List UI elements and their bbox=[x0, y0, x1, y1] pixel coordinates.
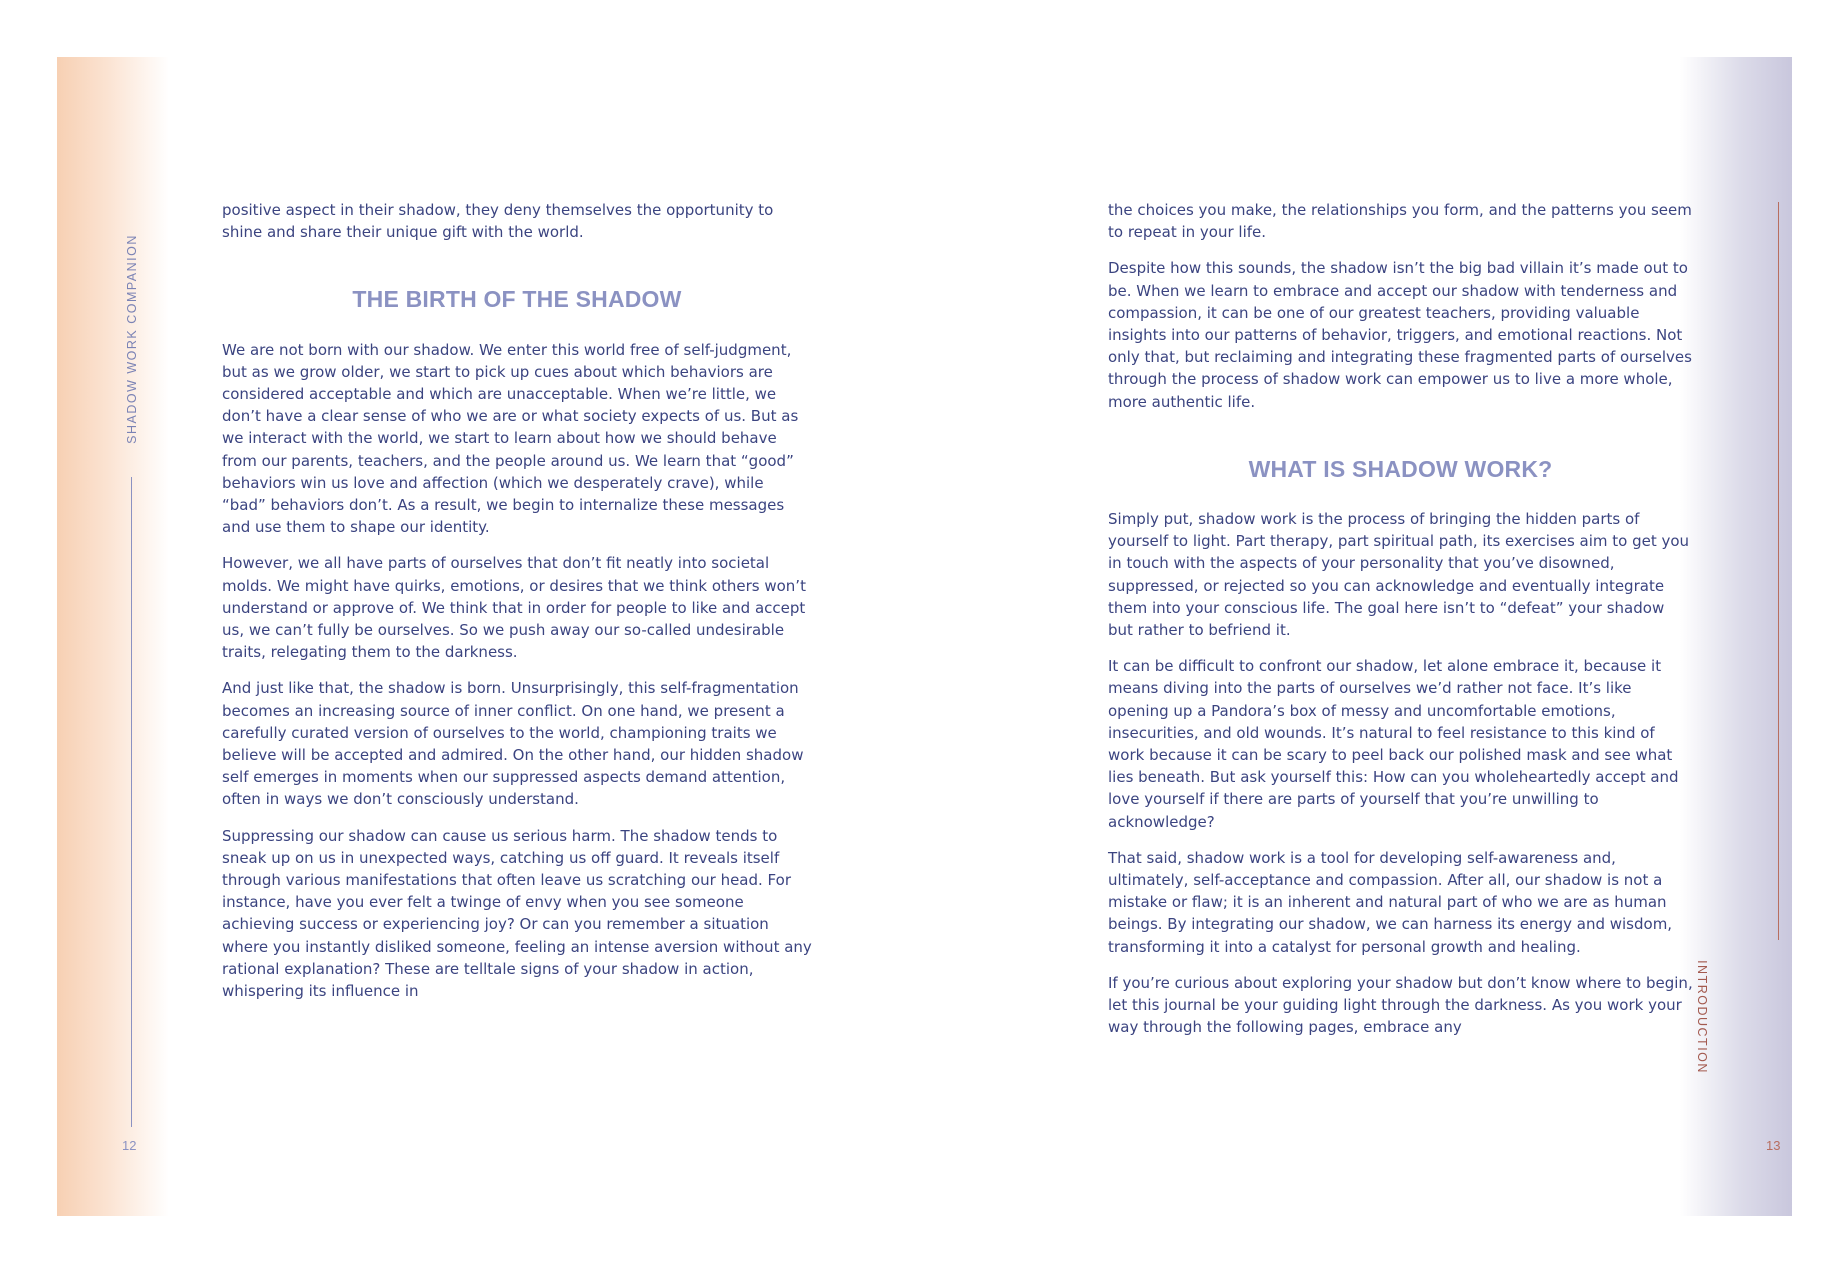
paragraph: However, we all have parts of ourselves that don’t fit neatly into societal molds. We might have quirks, emotions, or desires that we think others won’t understand or approve of. We think that in order for people to like and accept us, we can’t fully be ourselves. So we push away our so-called undesirable traits, relegating them to the darkness. bbox=[222, 554, 806, 662]
paragraph: We are not born with our shadow. We enter this world free of self-judgment, but as we grow older, we start to pick up cues about which behaviors are considered acceptable and which are unacceptable. When we’re little, we don’t have a clear sense of who we are or what society expects of us. But as we interact with the world, we start to learn about how we should behave from our parents, teachers, and the people around us. We learn that “good” behaviors win us love and affection (which we desperately crave), while “bad” behaviors don’t. As a result, we begin to internalize these messages and use them to shape our identity. bbox=[222, 340, 799, 537]
paragraph: Suppressing our shadow can cause us serious harm. The shadow tends to sneak up on us in unexpected ways, catching us off guard. It reveals itself through various manifestations that often leave us scratching our head. For instance, have you ever felt a twinge of envy when you see someone achieving success or experiencing joy? Or can you remember a situation where you instantly disliked someone, feeling an intense aversion without any rational explanation? These are telltale signs of your shadow in action, whispering its influence in bbox=[222, 826, 812, 1001]
page-number-left: 12 bbox=[122, 1138, 137, 1153]
page-number-right: 13 bbox=[1766, 1138, 1781, 1153]
right-page bbox=[925, 57, 1792, 1216]
paragraph: the choices you make, the relationships you form, and the patterns you seem to repeat in your life. bbox=[1108, 201, 1692, 242]
running-head-left: SHADOW WORK COMPANION bbox=[125, 234, 139, 444]
paragraph: It can be difficult to confront our shadow, let alone embrace it, because it means diving into the parts of ourselves we’d rather not face. It’s like opening up a Pandora’s box of messy and uncomfortable emotions, insecurities, and old wounds. It’s natural to feel resistance to this kind of work because it can be scary to peel back our polished mask and see what lies beneath. But ask yourself this: How can you wholeheartedly accept and love yourself if there are parts of yourself that you’re unwilling to acknowledge? bbox=[1108, 657, 1679, 831]
left-page-body bbox=[222, 199, 812, 1016]
left-page-edge-gradient bbox=[57, 57, 169, 1216]
paragraph: If you’re curious about exploring your shadow but don’t know where to begin, let this journal be your guiding light through the darkness. As you work your way through the following pages, embrace any bbox=[1108, 973, 1693, 1037]
paragraph: positive aspect in their shadow, they deny themselves the opportunity to shine and share their unique gift with the world. bbox=[222, 201, 774, 242]
paragraph: Despite how this sounds, the shadow isn’t the big bad villain it’s made out to be. When we learn to embrace and accept our shadow with tenderness and compassion, it can be one of our greatest teachers, providing valuable insights into our patterns of behavior, triggers, and emotional reactions. Not only that, but reclaiming and integrating these fragmented parts of ourselves through the process of shadow work can empower us to live a more whole, more authentic life. bbox=[1108, 259, 1692, 411]
margin-rule-left bbox=[131, 477, 132, 1127]
book-spread bbox=[57, 57, 1792, 1216]
section-heading: WHAT IS SHADOW WORK? bbox=[1248, 455, 1553, 482]
margin-rule-right bbox=[1778, 202, 1779, 940]
running-head-right: INTRODUCTION bbox=[1695, 960, 1709, 1074]
left-page bbox=[57, 57, 924, 1216]
paragraph: That said, shadow work is a tool for developing self-awareness and, ultimately, self-acceptance and compassion. After all, our shadow is not a mistake or flaw; it is an inherent and natural part of who we are as human beings. By integrating our shadow, we can harness its energy and wisdom, transforming it into a catalyst for personal growth and healing. bbox=[1108, 848, 1673, 956]
right-page-body bbox=[1108, 199, 1693, 1053]
section-heading: THE BIRTH OF THE SHADOW bbox=[352, 286, 682, 313]
paragraph: And just like that, the shadow is born. Unsurprisingly, this self-fragmentation becomes an increasing source of inner conflict. On one hand, we present a carefully curated version of ourselves to the world, championing traits we believe will be accepted and admired. On the other hand, our hidden shadow self emerges in moments when our suppressed aspects demand attention, often in ways we don’t consciously understand. bbox=[222, 679, 804, 809]
paragraph: Simply put, shadow work is the process of bringing the hidden parts of yourself to light. Part therapy, part spiritual path, its exercises aim to get you in touch with the aspects of your personality that you’ve disowned, suppressed, or rejected so you can acknowledge and eventually integrate them into your conscious life. The goal here isn’t to “defeat” your shadow but rather to befriend it. bbox=[1108, 510, 1690, 640]
